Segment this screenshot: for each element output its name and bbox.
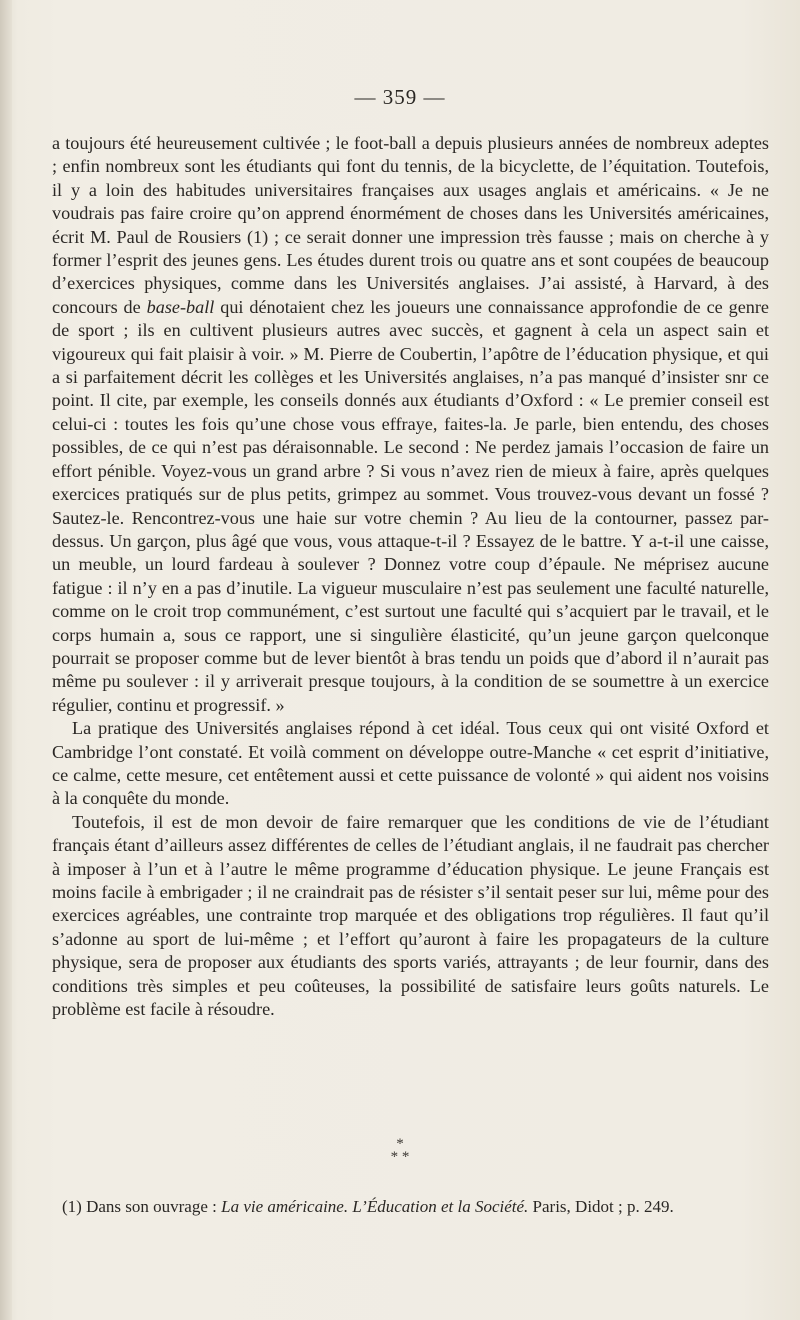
- page-binding-edge: [0, 0, 12, 1320]
- separator-stars-bottom: * *: [390, 1149, 410, 1165]
- text-run: La pratique des Universités anglaises répond à cet idéal. Tous ceux qui ont visité Oxford et Cambridge l’ont constaté. Et voilà comment on développe outre-Manche « cet esprit d’initiative, ce calme, cette mesure, cet entêtement aussi et cette puissance de volonté » qui aident nos voisins à la conquête du monde.: [52, 718, 769, 809]
- italic-text: base-ball: [146, 296, 215, 317]
- text-run: Toutefois, il est de mon devoir de faire remarquer que les conditions de vie de l’étudiant français étant d’ailleurs assez différentes de celles de l’étudiant anglais, il ne faudrait pas chercher à imposer à l’un et à l’autre le même programme d’éducation physique. Le jeune Français est moins facile à embrigader ; il ne craindrait pas de résister s’il sentait peser sur lui, même pour des exercices agréables, une contrainte trop marquée et des obligations trop régulières. Il faut qu’il s’adonne au sport de lui-même ; et l’effort qu’auront à faire les propagateurs de la culture physique, sera de proposer aux étudiants des sports variés, attrayants ; de leur fournir, dans des conditions très simples et peu coûteuses, la possibilité de satisfaire leurs goûts naturels. Le problème est facile à résoudre.: [52, 811, 769, 1020]
- text-run: qui dénotaient chez les joueurs une connaissance approfondie de ce genre de sport ; ils en cultivent plusieurs autres avec succès, et gagnent à cela un aspect sain et vigoureux qui fait plaisir à voir. » M. Pierre de Coubertin, l’apôtre de l’éducation physique, et qui a si parfaitement décrit les collèges et les Universités anglaises, n’a pas manqué d’insister snr ce point. Il cite, par exemple, les conseils donnés aux étudiants d’Oxford : « Le premier conseil est celui-ci : toutes les fois qu’une chose vous effraye, faites-la. Je parle, bien entendu, des choses possibles, de ce qui n’est pas déraisonnable. Le second : Ne perdez jamais l’occasion de faire un effort pénible. Voyez-vous un grand arbre ? Si vous n’avez rien de mieux à faire, après quelques exercices pratiqués sur de plus petits, grimpez au sommet. Vous trouvez-vous devant un fossé ? Sautez-le. Rencontrez-vous une haie sur votre chemin ? Au lieu de la contourner, passez par-dessus. Un garçon, plus âgé que vous, vous attaque-t-il ? Essayez de le battre. Y a-t-il une caisse, un meuble, un lourd fardeau à soulever ? Donnez votre coup d’épaule. Ne méprisez aucune fatigue : il n’y en a pas d’inutile. La vigueur musculaire n’est pas seulement une faculté naturelle, comme on le croit trop communément, c’est surtout une faculté qui s’acquiert par le travail, et le corps humain a, sous ce rapport, une si singulière élasticité, qu’un jeune garçon quelconque pourrait se proposer comme but de lever bientôt à bras tendu un poids que d’abord il n’aurait pas même pu soulever : il y arriverait presque toujours, à la condition de se soumettre à un exercice régulier, continu et progressif. »: [52, 296, 770, 715]
- paragraph: [52, 811, 769, 1022]
- footnote: [52, 1196, 769, 1218]
- text-run: Paris, Didot ; p. 249.: [528, 1197, 674, 1216]
- text-run: (1) Dans son ouvrage :: [62, 1197, 222, 1216]
- main-text: [52, 132, 769, 1021]
- page-number: — 359 —: [354, 85, 446, 109]
- text-run: a toujours été heureusement cultivée ; le foot-ball a depuis plusieurs années de nombreux adeptes ; enfin nombreux sont les étudiants qui font du tennis, de la bicyclette, de l’équitation. Toutefois, il y a loin des habitudes universitaires françaises aux usages anglais et américains. « Je ne voudrais pas faire croire qu’on apprend énormément de choses dans les Universités américaines, écrit M. Paul de Rousiers (1) ; ce serait donner une impression très fausse ; mais on cherche à y former l’esprit des jeunes gens. Les études durent trois ou quatre ans et sont coupées de beaucoup d’exercices physiques, comme dans les Universités anglaises. J’ai assisté, à Harvard, à des concours de: [52, 133, 769, 317]
- paragraph: [52, 132, 769, 717]
- paragraph: [52, 717, 769, 811]
- separator-star-top: *: [396, 1136, 404, 1152]
- section-separator: [0, 1138, 800, 1164]
- italic-text: La vie américaine. L’Éducation et la Société.: [221, 1197, 529, 1216]
